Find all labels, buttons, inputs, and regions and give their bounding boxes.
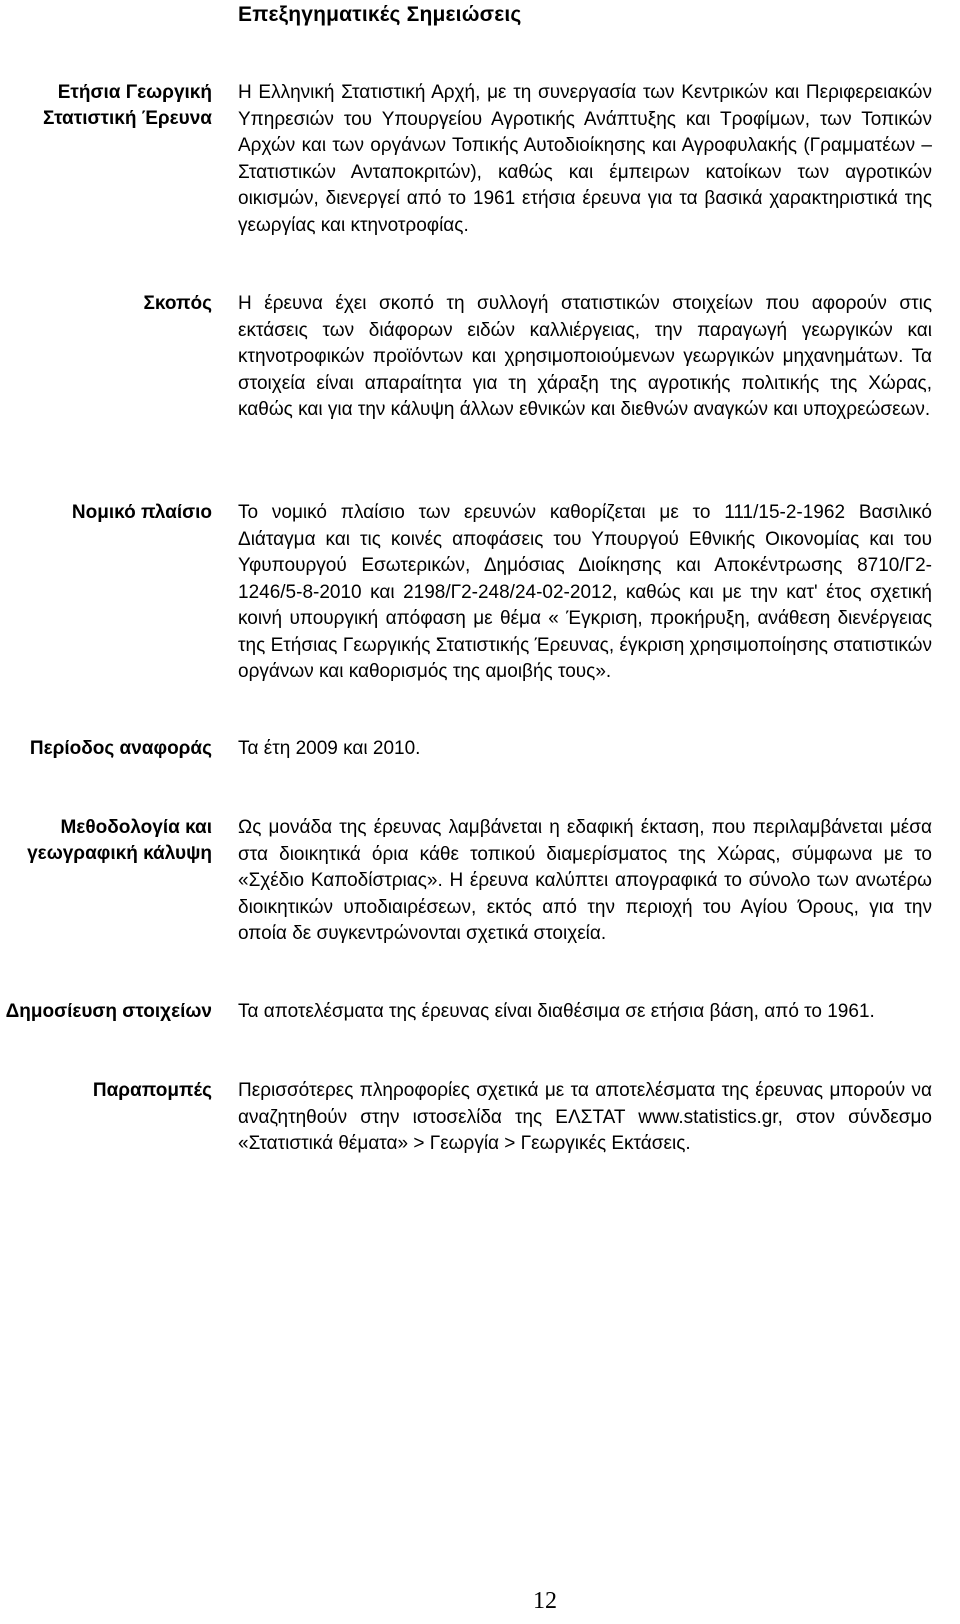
section-text: Η έρευνα έχει σκοπό τη συλλογή στατιστικών στοιχείων που αφορούν στις εκτάσεις των διάφορων ειδών καλλιέργειας, την παραγωγή γεωργικών και κτηνοτροφικών προϊόντων και χρησιμοποιούμενων γεωργικών μηχανημάτων. Τα στοιχεία είναι απαραίτητα για τη χάραξη της αγροτικής πολιτικής της Χώρας, καθώς και για την κάλυψη άλλων εθνικών και διεθνών αναγκών και υποχρεώσεων. xyxy=(238,293,932,420)
section-text: Η Ελληνική Στατιστική Αρχή, με τη συνεργασία των Κεντρικών και Περιφερειακών Υπηρεσιών του Υπουργείου Αγροτικής Ανάπτυξης και Τροφίμων, των Τοπικών Αρχών και των οργάνων Τοπικής Αυτοδιοίκησης και Αγροφυλακής (Γραμματέων – Στατιστικών Ανταποκριτών), καθώς και έμπειρων κατοίκων των αγροτικών οικισμών, διενεργεί από το 1961 ετήσια έρευνα για τα βασικά χαρακτηριστικά της γεωργίας και κτηνοτροφίας. xyxy=(238,82,932,236)
section-label: Περίοδος αναφοράς xyxy=(29,738,212,759)
section-label: Δημοσίευση στοιχείων xyxy=(5,1001,212,1022)
section-text: Περισσότερες πληροφορίες σχετικά με τα αποτελέσματα της έρευνας μπορούν να αναζητηθούν στην ιστοσελίδα της ΕΛΣΤΑΤ www.statistics.gr, στον σύνδεσμο «Στατιστικά θέματα» > Γεωργία > Γεωργικές Εκτάσεις. xyxy=(238,1080,932,1154)
section-label: Μεθοδολογία και γεωγραφική κάλυψη xyxy=(27,817,212,864)
section-text: Ως μονάδα της έρευνας λαμβάνεται η εδαφική έκταση, που περιλαμβάνεται μέσα στα διοικητικά όρια κάθε τοπικού διαμερίσματος της Χώρας, σύμφωνα με το «Σχέδιο Καποδίστριας». Η έρευνα καλύπτει απογραφικά το σύνολο των ανωτέρω διοικητικών υποδιαιρέσεων, εκτός από την περιοχή του Αγίου Όρους, για την οποία δε συγκεντρώνονται σχετικά στοιχεία. xyxy=(238,817,932,944)
page-heading: Επεξηγηματικές Σημειώσεις xyxy=(238,3,522,26)
section-label: Ετήσια Γεωργική Στατιστική Έρευνα xyxy=(43,82,212,129)
page-number: 12 xyxy=(533,1588,557,1614)
section-label: Παραπομπές xyxy=(92,1080,212,1101)
section-label: Σκοπός xyxy=(143,293,212,314)
section-text: Το νομικό πλαίσιο των ερευνών καθορίζεται με το 111/15-2-1962 Βασιλικό Διάταγμα και τις κοινές αποφάσεις του Υπουργού Εθνικής Οικονομίας και του Υφυπουργού Εσωτερικών, Δημόσιας Διοίκησης και Αποκέντρωσης 8710/Γ2-1246/5-8-2010 και 2198/Γ2-248/24-02-2012, καθώς και με την κατ' έτος σχετική κοινή υπουργική απόφαση με θέμα « Έγκριση, προκήρυξη, ανάθεση διενέργειας της Ετήσιας Γεωργικής Στατιστικής Έρευνας, έγκριση χρησιμοποίησης στατιστικών οργάνων και καθορισμός της αμοιβής τους». xyxy=(238,502,932,682)
section-text: Τα αποτελέσματα της έρευνας είναι διαθέσιμα σε ετήσια βάση, από το 1961. xyxy=(238,1001,875,1022)
section-label: Νομικό πλαίσιο xyxy=(71,502,212,523)
section-text: Τα έτη 2009 και 2010. xyxy=(238,738,421,759)
